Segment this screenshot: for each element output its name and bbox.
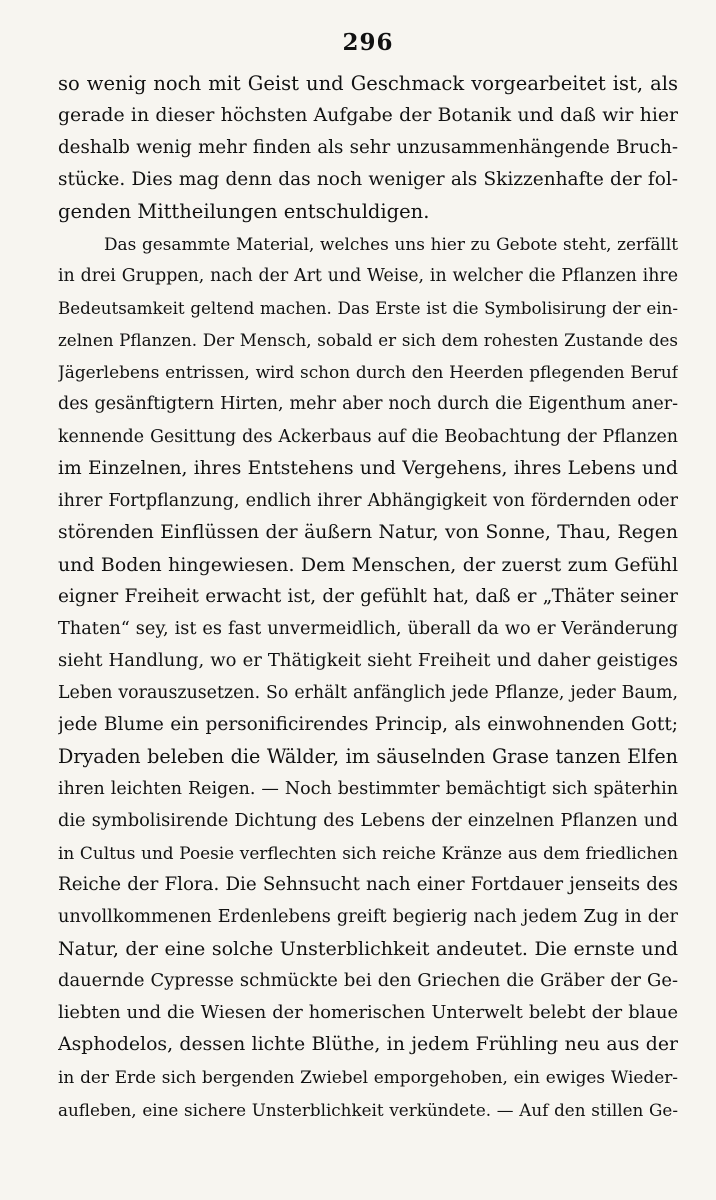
page-number: 296 xyxy=(342,29,394,56)
text-line: in Cultus und Poesie verflechten sich reiche Kränze aus dem friedlichen xyxy=(58,843,678,864)
text-line: Dryaden beleben die Wälder, im säuselnden Grase tanzen Elfen xyxy=(58,744,678,768)
text-line: aufleben, eine sichere Unsterblichkeit verkündete. — Auf den stillen Ge- xyxy=(58,1099,678,1120)
text-line: deshalb wenig mehr finden als sehr unzusammenhängende Bruch- xyxy=(58,137,678,159)
text-line: eigner Freiheit erwacht ist, der gefühlt hat, daß er „Thäter seiner xyxy=(58,585,678,607)
text-line: die symbolisirende Dichtung des Lebens der einzelnen Pflanzen und xyxy=(58,810,678,832)
text-line: liebten und die Wiesen der homerischen Unterwelt belebt der blaue xyxy=(58,1002,678,1024)
text-line: unvollkommenen Erdenlebens greift begierig nach jedem Zug in der xyxy=(58,907,678,928)
text-line: ihrer Fortpflanzung, endlich ihrer Abhängigkeit von fördernden oder xyxy=(58,490,678,511)
text-line: kennende Gesittung des Ackerbaus auf die Beobachtung der Pflanzen xyxy=(58,426,678,447)
text-line: sieht Handlung, wo er Thätigkeit sieht Freiheit und daher geistiges xyxy=(58,649,678,671)
text-line: so wenig noch mit Geist und Geschmack vorgearbeitet ist, als xyxy=(58,72,678,95)
text-line: in der Erde sich bergenden Zwiebel emporgehoben, ein ewiges Wieder- xyxy=(58,1067,678,1088)
text-line: Thaten“ sey, ist es fast unvermeidlich, überall da wo er Veränderung xyxy=(58,618,678,639)
text-line: Reiche der Flora. Die Sehnsucht nach einer Fortdauer jenseits des xyxy=(58,874,678,896)
text-line: genden Mittheilungen entschuldigen. xyxy=(58,200,430,224)
text-line: stücke. Dies mag denn das noch weniger als Skizzenhafte der fol- xyxy=(58,169,678,191)
text-line: gerade in dieser höchsten Aufgabe der Botanik und daß wir hier xyxy=(58,105,678,127)
text-line: jede Blume ein personificirendes Princip, als einwohnenden Gott; xyxy=(58,713,678,735)
text-line: Jägerlebens entrissen, wird schon durch den Heerden pflegenden Beruf xyxy=(58,362,678,383)
text-line: im Einzelnen, ihres Entstehens und Vergehens, ihres Lebens und xyxy=(58,457,678,479)
body-text xyxy=(58,68,678,1126)
text-line: Bedeutsamkeit geltend machen. Das Erste ist die Symbolisirung der ein- xyxy=(58,298,678,319)
text-line: Asphodelos, dessen lichte Blüthe, in jedem Frühling neu aus der xyxy=(58,1034,678,1056)
text-line: ihren leichten Reigen. — Noch bestimmter bemächtigt sich späterhin xyxy=(58,779,678,800)
text-line: Leben vorauszusetzen. So erhält anfänglich jede Pflanze, jeder Baum, xyxy=(58,682,678,703)
text-line: störenden Einflüssen der äußern Natur, von Sonne, Thau, Regen xyxy=(58,521,678,543)
text-line: des gesänftigtern Hirten, mehr aber noch durch die Eigenthum aner- xyxy=(58,394,678,415)
text-line: in drei Gruppen, nach der Art und Weise, in welcher die Pflanzen ihre xyxy=(58,266,678,287)
text-line: zelnen Pflanzen. Der Mensch, sobald er sich dem rohesten Zustande des xyxy=(58,330,678,351)
text-line: und Boden hingewiesen. Dem Menschen, der zuerst zum Gefühl xyxy=(58,553,678,576)
text-line: Das gesammte Material, welches uns hier zu Gebote steht, zerfällt xyxy=(104,234,678,255)
text-line: Natur, der eine solche Unsterblichkeit andeutet. Die ernste und xyxy=(58,938,678,961)
text-line: dauernde Cypresse schmückte bei den Griechen die Gräber der Ge- xyxy=(58,970,678,992)
